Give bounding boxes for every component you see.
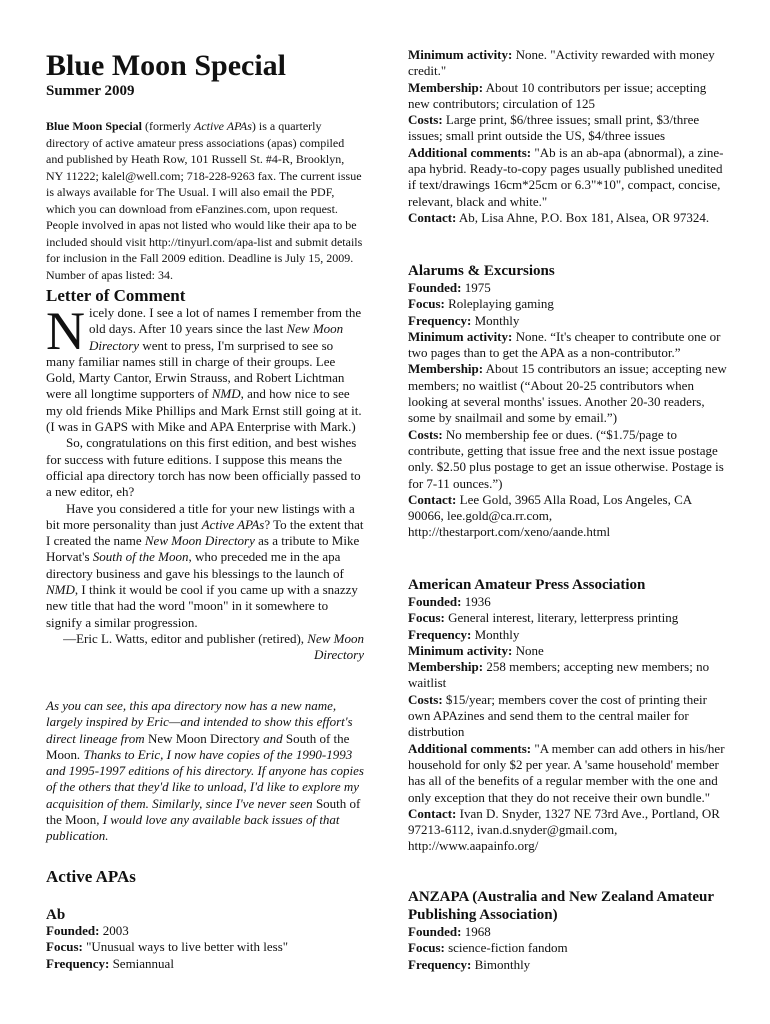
- apa-name-aapa: American Amateur Press Association: [408, 577, 646, 593]
- active-apas-heading: Active APAs: [46, 867, 136, 886]
- letter-paragraph: Nicely done. I see a lot of names I remember from the old days. After 10 years since the last New Moon Directory went to press, I'm surprised to see so many familiar names still in charge of their groups. Lee Gold, Marty Cantor, Erwin Strauss, and Robert Lichtman were all longtime supporters of NMD, and how nice to see my old friends Mike Phillips and Mark Ernst still going at it. (I was in GAPS with Mike and APA Enterprise with Mark.): [46, 301, 362, 435]
- membership-field: Membership: 258 members; accepting new members; no waitlist: [408, 659, 710, 691]
- min-activity-field: Minimum activity: None. "Activity rewarded with money credit.": [408, 47, 715, 79]
- membership-field: Membership: About 10 contributors per issue; accepting new contributors; circulation of 125: [408, 79, 707, 111]
- frequency-field: Frequency: Bimonthly: [408, 956, 531, 972]
- min-activity-field: Minimum activity: None. “It's cheaper to contribute one or two pages than to get the APA as a non-contributor.”: [408, 328, 721, 361]
- letter-paragraph: Have you considered a title for your new listings with a bit more personality than just Active APAs? To the extent that I created the name New Moon Directory as a tribute to Mike Horvat's South of the Moon, who preceded me in the apa directory business and gave his blessings to the launch of NMD, I think it would be cool if you came up with a snazzy new title that had the word "moon" in it somewhere to signify a similar progression.: [46, 500, 364, 630]
- costs-field: Costs: No membership fee or dues. (“$1.75/page to contribute, getting that issue free and the next issue postage only. $2.50 plus postage to get an issue otherwise. Postage is for 7-11 ounces.”): [408, 426, 724, 491]
- frequency-field: Frequency: Monthly: [408, 312, 520, 328]
- founded-field: Founded: 1936: [408, 594, 491, 609]
- letter-signature: —Eric L. Watts, editor and publisher (retired), New Moon Directory: [63, 630, 364, 663]
- apa-entry-alarums: [408, 262, 728, 541]
- focus-field: Focus: Roleplaying gaming: [408, 296, 554, 312]
- costs-field: Costs: $15/year; members cover the cost of printing their own APAzines and send them to the central mailer for distrbution: [408, 691, 707, 740]
- contact-field: Contact: Lee Gold, 3965 Alla Road, Los Angeles, CA 90066, lee.gold@ca.rr.com, http://thestarport.com/xeno/aande.html: [408, 491, 692, 540]
- page-title: Blue Moon Special: [46, 49, 287, 82]
- comments-field: Additional comments: "Ab is an ab-apa (abnormal), a zine-apa hybrid. Ready-to-copy pages usually published unedited if text/drawings 16cm*25cm or 6.3"*10", compact, concise, relevant, black and white.": [408, 144, 724, 209]
- founded-field: Founded: 1968: [408, 924, 491, 939]
- apa-name-anzapa: ANZAPA (Australia and New Zealand Amateur Publishing Association): [408, 889, 714, 923]
- editor-note: As you can see, this apa directory now has a new name, largely inspired by Eric—and intended to show this effort's direct lineage from New Moon Directory and South of the Moon. Thanks to Eric, I now have copies of the 1990-1993 and 1995-1997 editions of his directory. If anyone has copies of the others that they'd like to unload, I'd like to explore my acquisition of them. Similarly, since I've never seen South of the Moon, I would love any available back issues of that publication.: [46, 698, 364, 844]
- frequency-field: Frequency: Monthly: [408, 626, 520, 642]
- focus-field: Focus: General interest, literary, letterpress printing: [408, 610, 679, 626]
- focus-field: Focus: science-fiction fandom: [408, 940, 568, 956]
- issue-date: Summer 2009: [46, 83, 135, 99]
- frequency-field: Frequency: Semiannual: [46, 955, 174, 971]
- min-activity-field: Minimum activity: None: [408, 642, 544, 658]
- focus-field: Focus: "Unusual ways to live better with less": [46, 939, 289, 955]
- founded-field: Founded: 2003: [46, 923, 129, 938]
- contact-field: Contact: Ivan D. Snyder, 1327 NE 73rd Ave., Portland, OR 97213-6112, ivan.d.snyder@gmail.com, http://www.aapainfo.org/: [408, 805, 720, 854]
- letter-paragraph: So, congratulations on this first edition, and best wishes for success with future editions. I suppose this means the official apa directory torch has now been officially passed to a new editor, eh?: [46, 435, 361, 500]
- intro-lead: Blue Moon Special: [46, 119, 143, 133]
- costs-field: Costs: Large print, $6/three issues; small print, $3/three issues; small print outside the US, $4/three issues: [408, 112, 700, 144]
- letter-of-comment: [46, 301, 364, 664]
- membership-field: Membership: About 15 contributors an issue; accepting new members; no waitlist (“About 20-25 contributors when looking at several months' issues. Another 20-30 readers, some by snailmail and some by email.”): [408, 361, 727, 426]
- intro-paragraph: Blue Moon Special (formerly Active APAs) is a quarterly directory of active amateur press associations (apas) compiled and published by Heath Row, 101 Russell St. #4-R, Brooklyn, NY 11222; kalel@well.com; 718-228-9263 fax. The current issue is always available for The Usual. I will also email the PDF, which you can download from eFanzines.com, upon request. People involved in apas not listed who would like their apa to be included should visit http://tinyurl.com/apa-list and submit details for inclusion in the Fall 2009 edition. Deadline is July 15, 2009. Number of apas listed: 34.: [46, 119, 363, 282]
- apa-entry-anzapa: [408, 888, 728, 973]
- apa-name-ab: Ab: [46, 907, 66, 923]
- drop-cap: N: [46, 301, 85, 361]
- comments-field: Additional comments: "A member can add others in his/her household for only $2 per year. A 'same household' member has all of the benefits of a regular member with the one and only exception that they do not receive their own bundle.": [408, 740, 725, 805]
- founded-field: Founded: 1975: [408, 280, 491, 295]
- letter-heading: Letter of Comment: [46, 286, 186, 305]
- contact-field: Contact: Ab, Lisa Ahne, P.O. Box 181, Alsea, OR 97324.: [408, 209, 710, 225]
- apa-entry-ab-continued: [408, 47, 728, 226]
- apa-entry-ab: [46, 923, 364, 972]
- apa-entry-aapa: [408, 576, 728, 855]
- apa-name-alarums: Alarums & Excursions: [408, 263, 555, 279]
